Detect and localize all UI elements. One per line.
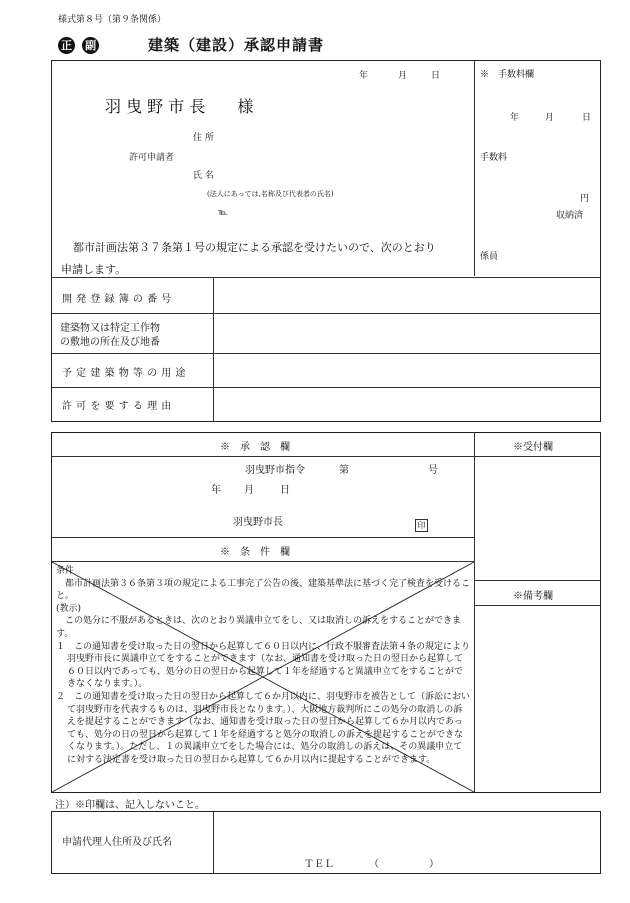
conditions-body [56,565,471,767]
teaching-label: (教示) [56,603,82,614]
corp-note: (法人にあっては,名称及び代表者の氏名) [207,190,334,198]
permit-reason-field[interactable] [214,388,600,420]
approval-header: ※ 承 認 欄 [220,442,290,453]
teaching-item-2: ２ この通知書を受け取った日の翌日から起算して６か月以内に、羽曳野市を被告として（訴訟において羽曳野市を代表するものは、羽曳野市長となります。）、大阪地方裁判所にこの処分の取消しの訴えを提起することができます（なお、通知書を受け取った日の翌日から起算して６か月以内であっても、処分の日の翌日から起算して１年を経過すると処分の取消しの訴えを提起することができなくなります。）。ただし、１の異議申立てをした場合には、処分の取消しの訴えは、その異議申立てに対する決定書を受け取った日の翌日から起算して６か月以内に提起することができます。 [56,691,471,765]
reception-header: ※受付欄 [513,442,553,453]
tel-label: ℡ [218,208,228,218]
fee-day-label: 日 [582,113,592,123]
fuku-stamp: 副 [82,37,99,54]
fee-box-label: ※ 手数料欄 [480,70,535,80]
remarks-header: ※備考欄 [513,591,553,602]
order-dai: 第 [339,465,349,476]
conditions-label: 条件 [56,566,75,576]
seal-icon: 印 [415,519,428,532]
dev-register-number-label: 開 発 登 録 簿 の 番 号 [62,294,172,305]
dev-register-number-field[interactable] [214,278,600,312]
date-month-label: 月 [398,71,408,81]
date-year-label: 年 [359,71,369,81]
address-label: 住 所 [193,133,214,143]
conditions-header: ※ 条 件 欄 [220,547,290,558]
order-go: 号 [428,465,438,476]
date-day-label: 日 [431,71,441,81]
official-seal [415,513,428,532]
fee-label: 手数料 [480,153,508,163]
statement-line1: 都市計画法第３７条第１号の規定による承認を受けたいので、次のとおり [73,241,436,254]
name-label: 氏 名 [193,171,214,181]
stamp-marks [58,34,101,54]
approval-year: 年 [211,485,221,496]
site-location-field[interactable] [214,314,600,352]
addressee: 羽 曳 野 市 長 様 [105,97,254,116]
agent-label: 申請代理人住所及び氏名 [62,837,172,848]
remarks-field[interactable] [475,606,600,792]
agent-field[interactable] [214,812,600,856]
mayor-label: 羽曳野市長 [233,517,283,528]
site-location-label-1: 建築物又は特定工作物 [60,323,160,334]
planned-use-field[interactable] [214,354,600,386]
seishin-stamp: 正 [58,37,75,54]
fee-month-label: 月 [545,113,555,123]
reception-field[interactable] [475,457,600,579]
planned-use-label: 予 定 建 築 物 等 の 用 途 [62,368,186,379]
permit-reason-label: 許 可 を 要 す る 理 由 [62,401,172,412]
agent-tel: ＴＥＬ （ ） [304,859,439,870]
teaching-item-1: １ この通知書を受け取った日の翌日から起算して６０日以内に、行政不服審査法第４条の規定により羽曳野市長に異議申立てをすることができます（なお、通知書を受け取った日の翌日から起算して６０日以内であっても、処分の日の翌日から起算して１年を経過すると異議申立てをすることができなくなります。）。 [56,641,471,690]
teaching-intro: この処分に不服があるときは、次のとおり異議申立てをし、又は取消しの訴えをすることができます。 [56,616,462,639]
fee-year-label: 年 [510,113,520,123]
clerk-label: 係員 [480,252,499,262]
statement-line2: 申請します。 [61,263,127,276]
approval-day: 日 [280,485,290,496]
order-prefix: 羽曳野市指令 [245,465,305,476]
site-location-label-2: の敷地の所在及び地番 [60,337,160,348]
approval-month: 月 [244,485,254,496]
received-label: 収納済 [556,211,584,221]
condition-text: 都市計画法第３６条第３項の規定による工事完了公告の後、建築基準法に基づく完了検査を受けること。 [56,578,471,602]
applicant-label: 許可申請者 [129,153,175,163]
form-title: 建築（建設）承認申請書 [148,36,325,54]
footnote: 注）※印欄は、記入しないこと。 [55,800,205,811]
form-number: 様式第８号（第９条関係） [58,15,167,25]
yen-label: 円 [580,194,590,204]
